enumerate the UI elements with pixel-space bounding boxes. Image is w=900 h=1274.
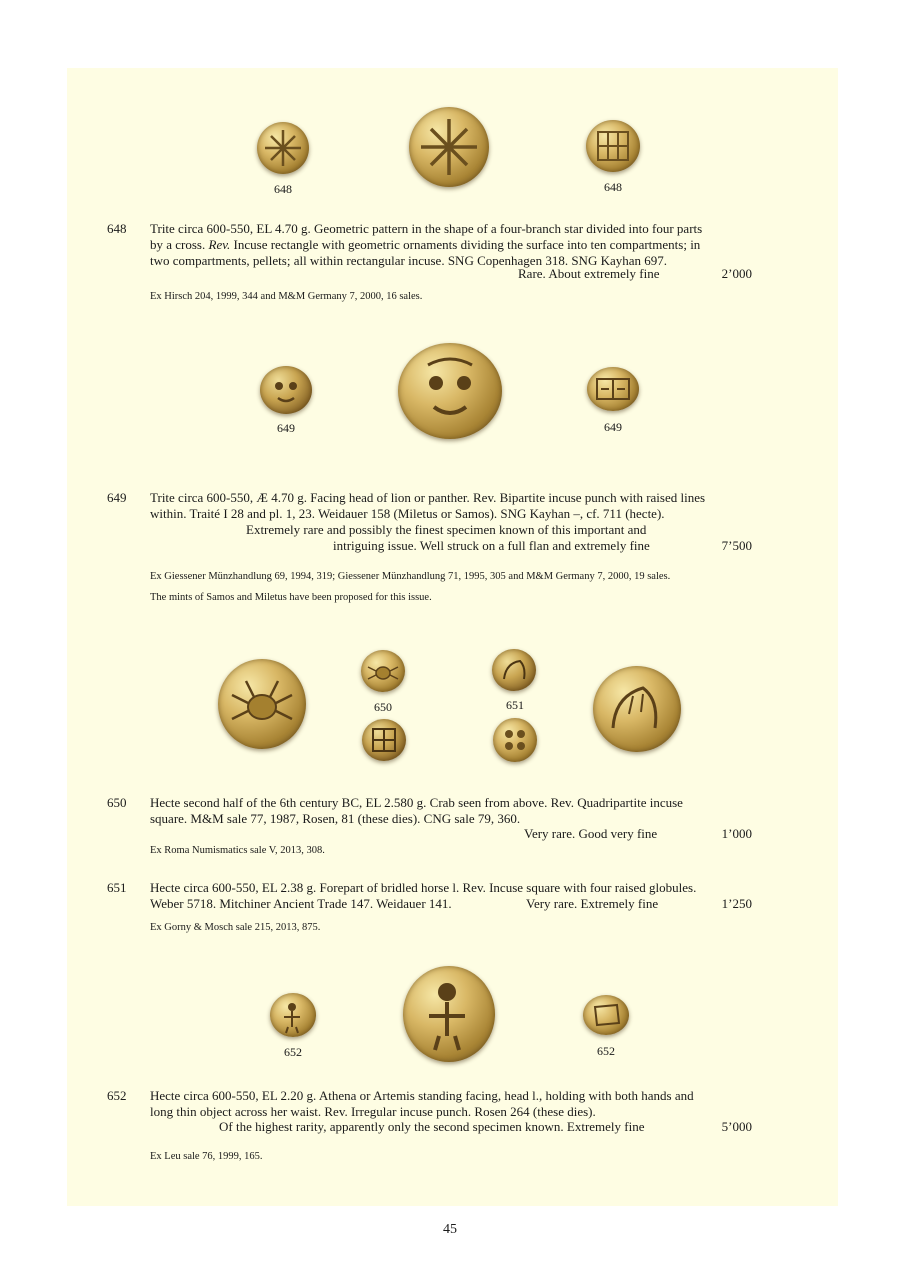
lion-head-icon	[260, 366, 312, 414]
coin-651-obverse-enlarged	[593, 666, 681, 752]
price-649: 7’500	[721, 538, 752, 553]
lot-number-652: 652	[107, 1088, 127, 1103]
cross-pattern-icon	[409, 107, 489, 187]
coin-652-obverse-enlarged	[403, 966, 495, 1062]
standing-figure-icon	[403, 966, 495, 1062]
lot-description-648	[150, 221, 752, 269]
desc-line: by a cross. Rev. Incuse rectangle with geometric ornaments dividing the surface into ten compartments; in	[150, 237, 701, 252]
desc-line: Trite circa 600-550, Æ 4.70 g. Facing head of lion or panther. Rev. Bipartite incuse punch with raised lines	[150, 490, 706, 505]
incuse-punch-icon	[583, 995, 629, 1035]
standing-figure-icon	[270, 993, 316, 1037]
coin-649-reverse	[587, 367, 639, 411]
crab-icon	[218, 659, 306, 749]
coin-label-650: 650	[374, 700, 392, 714]
lot-number-651: 651	[107, 880, 127, 895]
coin-652-obverse-small	[270, 993, 316, 1037]
desc-line: square. M&M sale 77, 1987, Rosen, 81 (these dies). CNG sale 79, 360.	[150, 811, 521, 826]
coin-label-649-right: 649	[604, 420, 622, 434]
page-number: 45	[443, 1222, 457, 1237]
price-648: 2’000	[721, 266, 752, 281]
note-649: The mints of Samos and Miletus have been proposed for this issue.	[150, 592, 432, 603]
coin-650-reverse	[362, 719, 406, 761]
horse-head-icon	[593, 666, 681, 752]
coin-648-reverse	[586, 120, 640, 172]
provenance-649: Ex Giessener Münzhandlung 69, 1994, 319; Giessener Münzhandlung 71, 1995, 305 and M&M Germany 7, 2000, 19 sales.	[150, 571, 671, 582]
coin-649-obverse-small	[260, 366, 312, 414]
coin-650-obverse	[361, 650, 405, 692]
coin-651-reverse	[493, 718, 537, 762]
desc-line: Weber 5718. Mitchiner Ancient Trade 147. Weidauer 141.	[150, 896, 452, 911]
lot-description-649	[150, 490, 752, 522]
desc-line: Trite circa 600-550, EL 4.70 g. Geometric pattern in the shape of a four-branch star divided into four parts	[150, 221, 703, 236]
coin-label-649-left: 649	[277, 421, 295, 435]
lot-number-649: 649	[107, 490, 127, 505]
coin-651-obverse	[492, 649, 536, 691]
grade-648: Rare. About extremely fine	[518, 266, 660, 281]
grade-649-line1: Extremely rare and possibly the finest specimen known of this important and	[246, 522, 647, 537]
four-globules-icon	[493, 718, 537, 762]
provenance-648: Ex Hirsch 204, 1999, 344 and M&M Germany 7, 2000, 16 sales.	[150, 291, 423, 302]
price-651: 1’250	[721, 896, 752, 911]
rev-abbrev: Rev.	[208, 237, 231, 252]
desc-line: within. Traité I 28 and pl. 1, 23. Weidauer 158 (Miletus or Samos). SNG Kayhan –, cf. 711 (hecte).	[150, 506, 665, 521]
lot-description-650	[150, 795, 752, 827]
lot-number-650: 650	[107, 795, 127, 810]
cross-pattern-icon	[257, 122, 309, 174]
coin-label-651: 651	[506, 698, 524, 712]
lot-number-648: 648	[107, 221, 127, 236]
crab-icon	[361, 650, 405, 692]
provenance-652: Ex Leu sale 76, 1999, 165.	[150, 1151, 263, 1162]
grade-650: Very rare. Good very fine	[524, 826, 658, 841]
grade-651: Very rare. Extremely fine	[526, 896, 659, 911]
coin-652-reverse	[583, 995, 629, 1035]
desc-line: long thin object across her waist. Rev. Irregular incuse punch. Rosen 264 (these dies).	[150, 1104, 596, 1119]
lion-head-icon	[398, 343, 502, 439]
grid-pattern-icon	[586, 120, 640, 172]
incuse-punch-icon	[587, 367, 639, 411]
desc-line: two compartments, pellets; all within rectangular incuse. SNG Copenhagen 318. SNG Kayhan 697.	[150, 253, 668, 268]
price-650: 1’000	[721, 826, 752, 841]
coin-label-648-left: 648	[274, 182, 292, 196]
lot-description-651	[150, 880, 752, 912]
coin-650-obverse-enlarged	[218, 659, 306, 749]
coin-648-obverse-enlarged	[409, 107, 489, 187]
coin-label-648-right: 648	[604, 180, 622, 194]
coin-648-obverse-small	[257, 122, 309, 174]
coin-649-obverse-enlarged	[398, 343, 502, 439]
horse-head-icon	[492, 649, 536, 691]
price-652: 5’000	[721, 1119, 752, 1134]
lot-description-652	[150, 1088, 752, 1120]
grade-652: Of the highest rarity, apparently only the second specimen known. Extremely fine	[219, 1119, 645, 1134]
desc-line: Hecte circa 600-550, EL 2.20 g. Athena or Artemis standing facing, head l., holding with both hands and	[150, 1088, 694, 1103]
coin-label-652-left: 652	[284, 1045, 302, 1059]
desc-line: Hecte circa 600-550, EL 2.38 g. Forepart of bridled horse l. Rev. Incuse square with four raised globules.	[150, 880, 697, 895]
provenance-651: Ex Gorny & Mosch sale 215, 2013, 875.	[150, 922, 321, 933]
desc-line: Hecte second half of the 6th century BC, EL 2.580 g. Crab seen from above. Rev. Quadripartite incuse	[150, 795, 683, 810]
grade-649-line2: intriguing issue. Well struck on a full flan and extremely fine	[333, 538, 650, 553]
provenance-650: Ex Roma Numismatics sale V, 2013, 308.	[150, 845, 325, 856]
quadripartite-square-icon	[362, 719, 406, 761]
coin-label-652-right: 652	[597, 1044, 615, 1058]
